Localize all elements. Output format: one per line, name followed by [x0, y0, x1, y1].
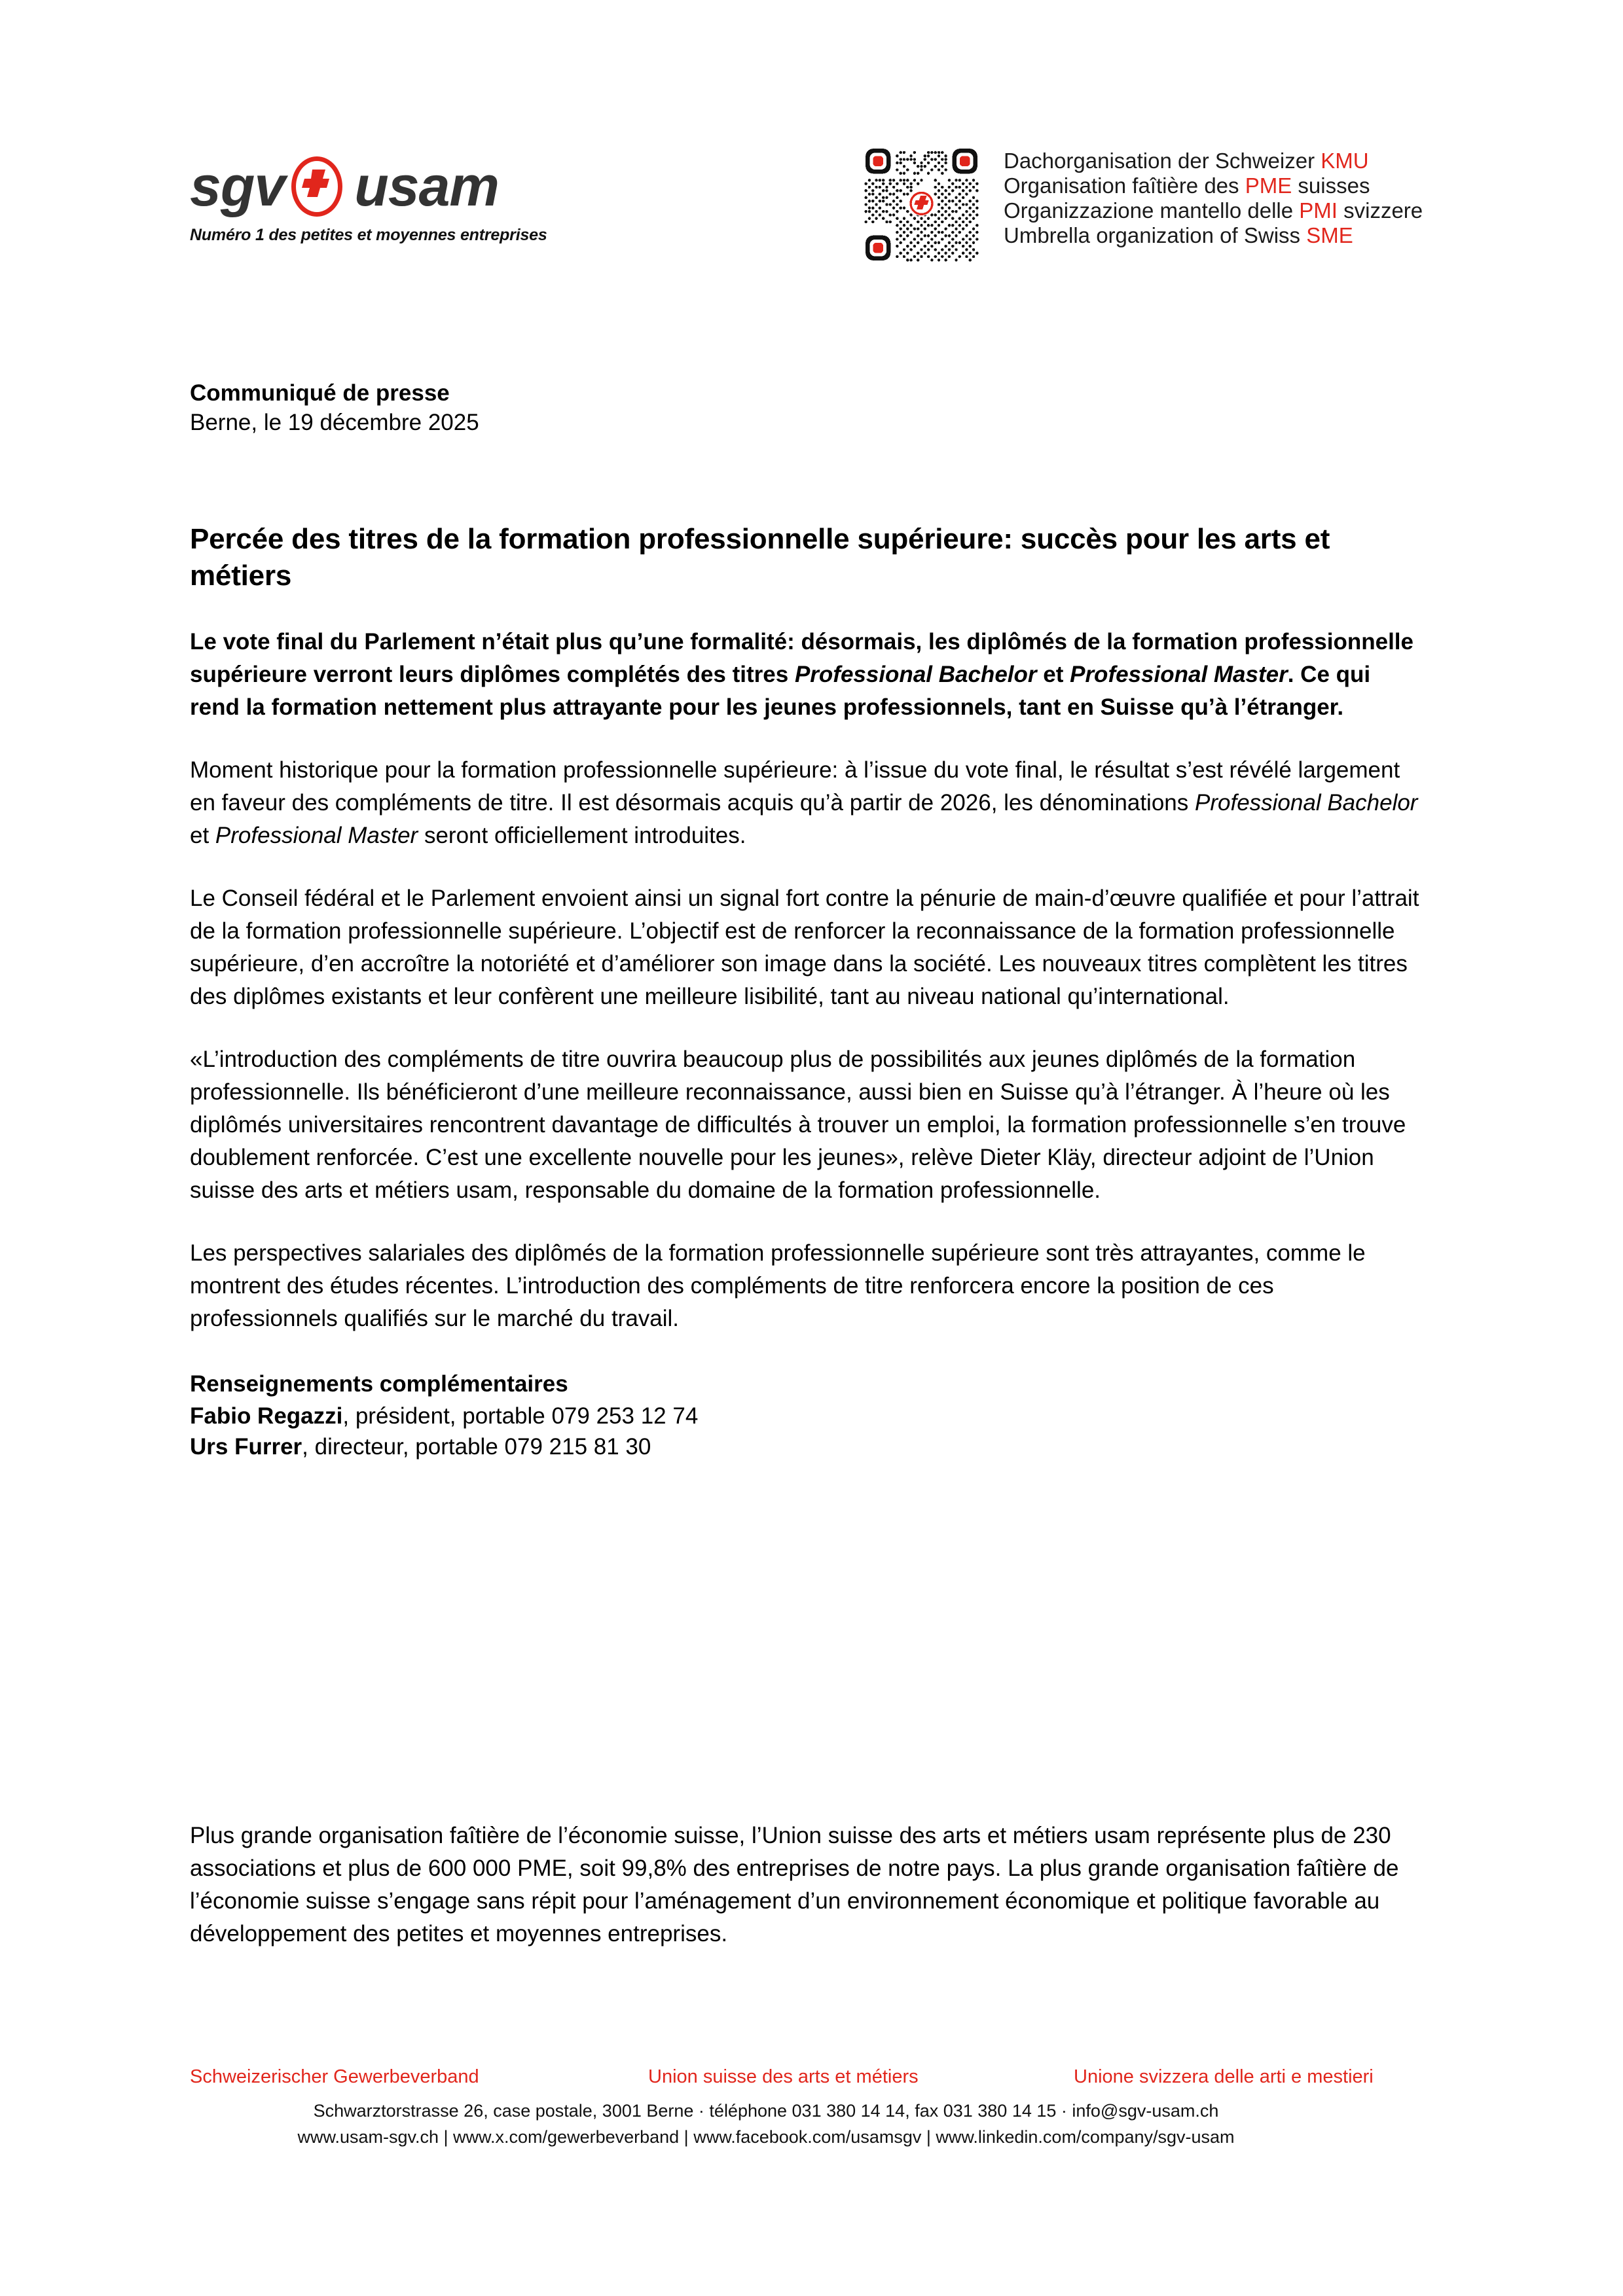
logo-tagline: Numéro 1 des petites et moyennes entreprises — [190, 226, 547, 244]
footer-organization-names — [190, 2065, 1434, 2089]
language-line-de-text: Dachorganisation der Schweizer — [1004, 149, 1321, 173]
language-line-fr-suffix: suisses — [1292, 173, 1370, 198]
contact-details-director: , directeur, portable 079 215 81 30 — [302, 1434, 651, 1460]
body-paragraph-4: Les perspectives salariales des diplômés de la formation professionnelle supérieure sont très attrayantes, comme le montrent des études récentes. L’introduction des compléments de titre renforcera encore la position de ces professionnels qualifiés sur le marché du travail. — [190, 1240, 1366, 1331]
footer-links-line[interactable]: www.usam-sgv.ch | www.x.com/gewerbeverband | www.facebook.com/usamsgv | www.linkedin.com/company/sgv-usam — [297, 2127, 1235, 2147]
contact-details-president: , président, portable 079 253 12 74 — [342, 1403, 699, 1429]
logo-text-sgv: sgv — [190, 155, 285, 218]
language-line-it-text: Organizzazione mantello delle — [1004, 198, 1300, 223]
language-line-it-suffix: svizzere — [1337, 198, 1423, 223]
document-footer — [190, 2065, 1434, 2150]
contacts-heading: Renseignements complémentaires — [190, 1371, 568, 1397]
contact-name-president: Fabio Regazzi — [190, 1403, 343, 1429]
footer-org-it: Unione svizzera delle arti e mestieri — [1074, 2066, 1374, 2087]
lead-italic-professional-bachelor: Professional Bachelor — [794, 662, 1037, 687]
paragraph-1-part-1: Moment historique pour la formation professionnelle supérieure: à l’issue du vote final, le résultat s’est révélé largement en faveur des compléments de titre. Il est désormais acquis qu’à partir de 2026, les dénominations — [190, 757, 1400, 816]
paragraph-1-italic-professional-bachelor: Professional Bachelor — [1195, 790, 1418, 816]
body-paragraph-1 — [190, 754, 1421, 852]
paragraph-1-part-2: et — [190, 823, 215, 848]
logo-wordmark — [190, 155, 648, 218]
boilerplate-paragraph: Plus grande organisation faîtière de l’économie suisse, l’Union suisse des arts et métiers usam représente plus de 230 associations et plus de 600 000 PME, soit 99,8% des entreprises de notre pays. La plus grande organisation faîtière de l’économie suisse s’engage sans répit pour l’aménagement d’un environnement économique et politique favorable au développement des petites et moyennes entreprises. — [190, 1823, 1399, 1946]
swiss-cross-emblem-icon — [287, 155, 350, 218]
language-line-en — [1004, 223, 1423, 248]
lead-part-3: . Ce qui rend la formation nettement plus attrayante pour les jeunes professionnels, tant en Suisse qu’à l’étranger. — [190, 662, 1371, 720]
language-line-de — [1004, 149, 1423, 173]
usam-logo — [190, 155, 648, 245]
paragraph-1-italic-professional-master: Professional Master — [215, 823, 418, 848]
body-paragraph-2: Le Conseil fédéral et le Parlement envoient ainsi un signal fort contre la pénurie de main-d’œuvre qualifiée et pour l’attrait de la formation professionnelle supérieure. L’objectif est de renforcer la reconnaissance de la formation professionnelle supérieure, d’en accroître la notoriété et d’améliorer son image dans la société. Les nouveaux titres complètent les titres des diplômes existants et leur confèrent une meilleure lisibilité, tant au niveau national qu’international. — [190, 886, 1419, 1009]
lead-italic-professional-master: Professional Master — [1070, 662, 1288, 687]
lead-part-2: et — [1036, 662, 1070, 687]
footer-address-line: Schwarztorstrasse 26, case postale, 3001 Berne · téléphone 031 380 14 14, fax 031 380 14 15 · info@sgv-usam.ch — [313, 2101, 1219, 2121]
footer-org-fr: Union suisse des arts et métiers — [648, 2066, 919, 2087]
body-paragraph-3-quote: «L’introduction des compléments de titre ouvrira beaucoup plus de possibilités aux jeunes diplômés de la formation professionnelle. Ils bénéficieront d’une meilleure reconnaissance, aussi bien en Suisse qu’à l’étranger. À l’heure où les diplômés universitaires rencontrent davantage de difficultés à trouver un emploi, la formation professionnelle s’en trouve doublement renforcée. C’est une excellente nouvelle pour les jeunes», relève Dieter Kläy, directeur adjoint de l’Union suisse des arts et métiers usam, responsable du domaine de la formation professionnelle. — [190, 1047, 1406, 1203]
page-title: Percée des titres de la formation professionnelle supérieure: succès pour les arts et métiers — [190, 523, 1330, 592]
language-line-en-text: Umbrella organization of Swiss — [1004, 223, 1307, 247]
logo-text-usam: usam — [354, 155, 499, 218]
language-acronym-pme: PME — [1245, 173, 1292, 198]
language-acronym-sme: SME — [1306, 223, 1353, 247]
paragraph-1-part-3: seront officiellement introduites. — [418, 823, 746, 848]
footer-org-de: Schweizerischer Gewerbeverband — [190, 2066, 479, 2087]
qr-header-block — [864, 141, 1423, 262]
header-language-lines — [1004, 149, 1423, 248]
document-body — [190, 378, 1421, 1462]
lead-paragraph — [190, 626, 1421, 724]
document-dateline: Berne, le 19 décembre 2025 — [190, 410, 479, 435]
lead-part-1: Le vote final du Parlement n’était plus qu’une formalité: désormais, les diplômés de la formation professionnelle supérieure verront leurs diplômes complétés des titres — [190, 629, 1413, 687]
language-line-fr — [1004, 173, 1423, 198]
language-line-it — [1004, 198, 1423, 223]
contact-row-president — [190, 1401, 1421, 1431]
language-acronym-kmu: KMU — [1321, 149, 1369, 173]
language-line-fr-text: Organisation faîtière des — [1004, 173, 1245, 198]
contact-row-director — [190, 1431, 1421, 1462]
language-acronym-pmi: PMI — [1299, 198, 1338, 223]
contact-name-director: Urs Furrer — [190, 1434, 302, 1460]
document-header — [190, 141, 1466, 278]
document-kicker: Communiqué de presse — [190, 380, 450, 406]
qr-code-icon[interactable] — [864, 147, 979, 262]
